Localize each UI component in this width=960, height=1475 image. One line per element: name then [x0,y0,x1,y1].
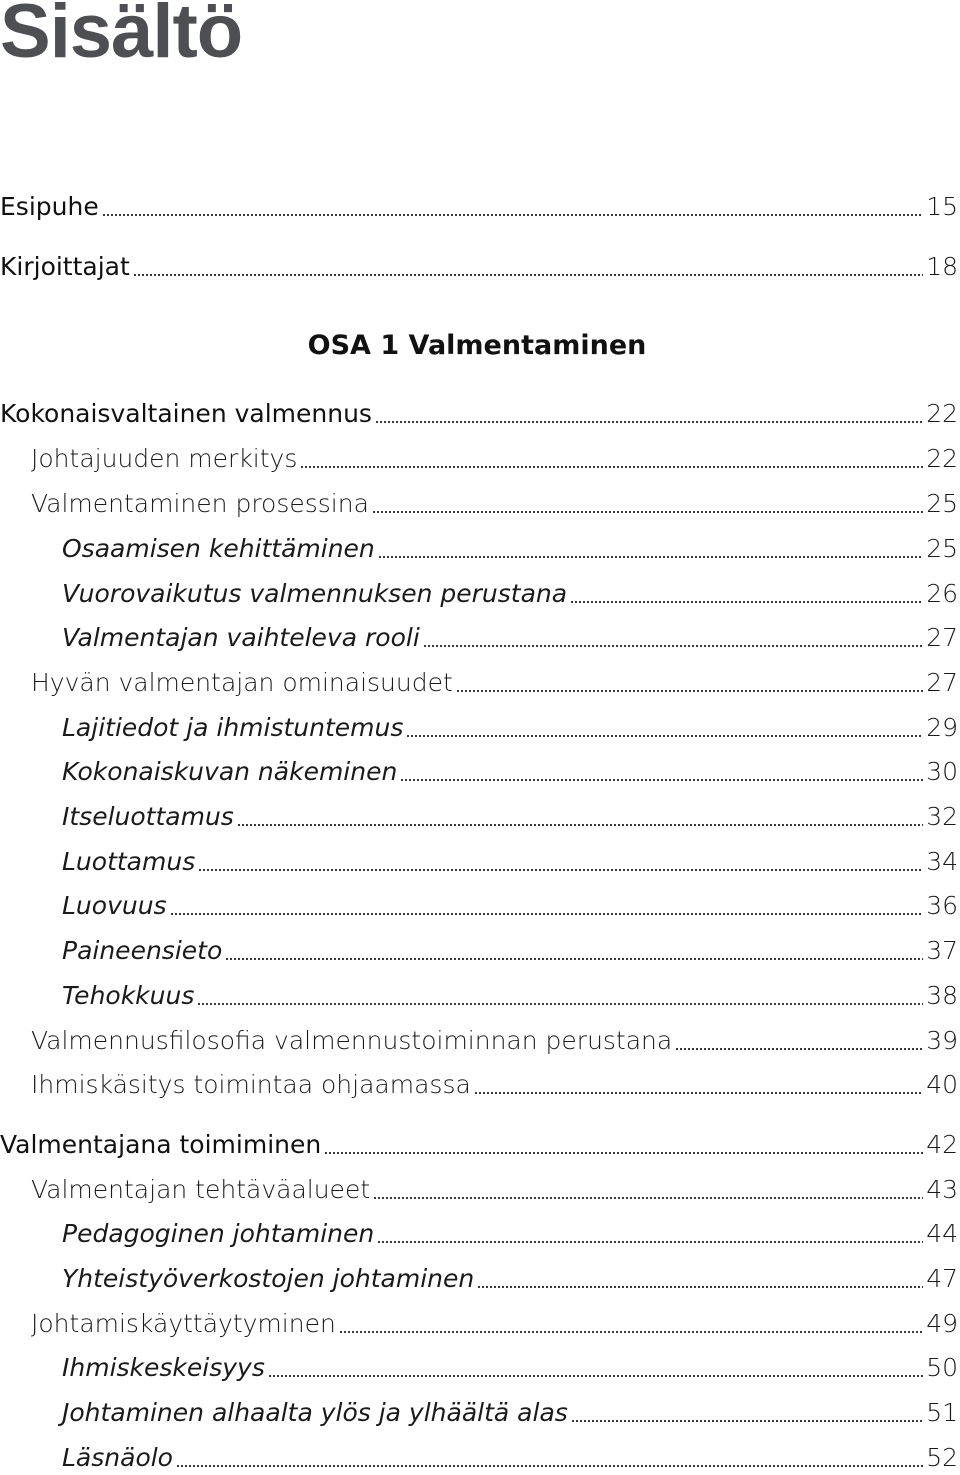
dot-leader [198,864,923,872]
toc-entry-title: Luottamus [62,847,196,876]
dot-leader [406,730,923,738]
toc-entry-title: Hyvän valmentajan ominaisuudet [31,668,453,697]
toc-entry-title: Johtamiskäyttäytyminen [31,1309,336,1338]
toc-entry-title: Läsnäolo [62,1443,173,1472]
dot-leader [237,819,923,827]
dot-leader [375,416,923,424]
dot-leader [339,1326,923,1334]
toc-entry[interactable] [0,979,958,1013]
toc-entry[interactable] [0,532,958,566]
dot-leader [570,596,923,604]
toc-entry-title: Kirjoittajat [0,252,130,281]
dot-leader [456,685,923,693]
toc-entry-title: Tehokkuus [62,981,195,1010]
dot-leader [268,1370,923,1378]
toc-page-number: 34 [926,847,958,876]
toc-page-number: 25 [926,534,958,563]
dot-leader [133,269,923,277]
dot-leader [474,1087,923,1095]
toc-entry-title: Paineensieto [62,936,223,965]
dot-leader [377,1236,923,1244]
toc-entry[interactable] [0,711,958,745]
toc-entry[interactable] [0,1024,958,1058]
toc-entry[interactable] [0,1441,958,1475]
toc-page-number: 50 [926,1353,958,1382]
toc-entry[interactable] [0,397,958,431]
dot-leader [300,461,923,469]
toc-page-number: 38 [926,981,958,1010]
toc-entry[interactable] [0,1351,958,1385]
toc-page-number: 27 [926,623,958,652]
toc-entry-title: Johtaminen alhaalta ylös ja ylhäältä alas [62,1398,568,1427]
toc-entry-title: Ihmiskäsitys toimintaa ohjaamassa [31,1070,471,1099]
toc-page-number: 22 [926,444,958,473]
toc-page-number: 39 [926,1026,958,1055]
dot-leader [477,1281,923,1289]
toc-entry-title: Valmentaminen prosessina [31,489,369,518]
dot-leader [372,506,923,514]
toc-entry[interactable] [0,1173,958,1207]
toc-entry[interactable] [0,755,958,789]
toc-entry-title: Valmentajan vaihteleva rooli [62,623,420,652]
toc-entry[interactable] [0,1217,958,1251]
toc-page-number: 26 [926,579,958,608]
toc-entry-title: Pedagoginen johtaminen [62,1219,375,1248]
toc-page-number: 40 [926,1070,958,1099]
toc-entry[interactable] [0,1396,958,1430]
dot-leader [571,1415,923,1423]
toc-entry[interactable] [0,190,958,224]
dot-leader [170,908,924,916]
toc-page-number: 30 [926,757,958,786]
toc-entry[interactable] [0,666,958,700]
toc-entry[interactable] [0,1307,958,1341]
dot-leader [197,998,923,1006]
dot-leader [373,1192,923,1200]
toc-entry-title: Valmennusfilosofia valmennustoiminnan perustana [31,1026,673,1055]
toc-page-number: 43 [926,1175,958,1204]
dot-leader [400,774,923,782]
toc-entry[interactable] [0,1128,958,1162]
toc-page-number: 47 [926,1264,958,1293]
dot-leader [324,1147,923,1155]
toc-page-number: 18 [926,252,958,281]
toc-entry-title: Kokonaiskuvan näkeminen [62,757,398,786]
toc-page-number: 15 [926,192,958,221]
part-heading: OSA 1 Valmentaminen [307,330,647,361]
dot-leader [102,209,923,217]
toc-entry[interactable] [0,487,958,521]
toc-page-number: 25 [926,489,958,518]
toc-entry[interactable] [0,934,958,968]
toc-page-number: 42 [926,1130,958,1159]
toc-entry[interactable] [0,1262,958,1296]
toc-page-number: 49 [926,1309,958,1338]
toc-entry-title: Luovuus [62,891,167,920]
toc-entry[interactable] [0,1068,958,1102]
toc-entry-title: Johtajuuden merkitys [31,444,298,473]
toc-entry[interactable] [0,845,958,879]
toc-entry[interactable] [0,800,958,834]
toc-entry-title: Vuorovaikutus valmennuksen perustana [62,579,568,608]
toc-entry-title: Osaamisen kehittäminen [62,534,375,563]
toc-entry-title: Valmentajana toimiminen [0,1130,322,1159]
toc-entry[interactable] [0,442,958,476]
toc-entry-title: Esipuhe [0,192,99,221]
toc-entry[interactable] [0,889,958,923]
toc-page-number: 22 [926,399,958,428]
toc-entry-title: Itseluottamus [62,802,234,831]
toc-page-number: 29 [926,713,958,742]
toc-page-number: 51 [926,1398,958,1427]
toc-entry[interactable] [0,621,958,655]
page-title: Sisältö [0,0,243,74]
dot-leader [423,640,923,648]
dot-leader [225,953,923,961]
toc-entry-title: Kokonaisvaltainen valmennus [0,399,372,428]
dot-leader [176,1460,923,1468]
toc-entry[interactable] [0,577,958,611]
toc-entry-title: Ihmiskeskeisyys [62,1353,265,1382]
toc-entry[interactable] [0,250,958,284]
toc-entry-title: Yhteistyöverkostojen johtaminen [62,1264,475,1293]
dot-leader [378,551,923,559]
toc-page-number: 32 [926,802,958,831]
toc-entry-title: Lajitiedot ja ihmistuntemus [62,713,404,742]
toc-page-number: 44 [926,1219,958,1248]
toc-page-number: 36 [926,891,958,920]
toc-page-number: 27 [926,668,958,697]
dot-leader [675,1043,923,1051]
toc-page-number: 52 [926,1443,958,1472]
toc-page-number: 37 [926,936,958,965]
toc-entry-title: Valmentajan tehtäväalueet [31,1175,371,1204]
